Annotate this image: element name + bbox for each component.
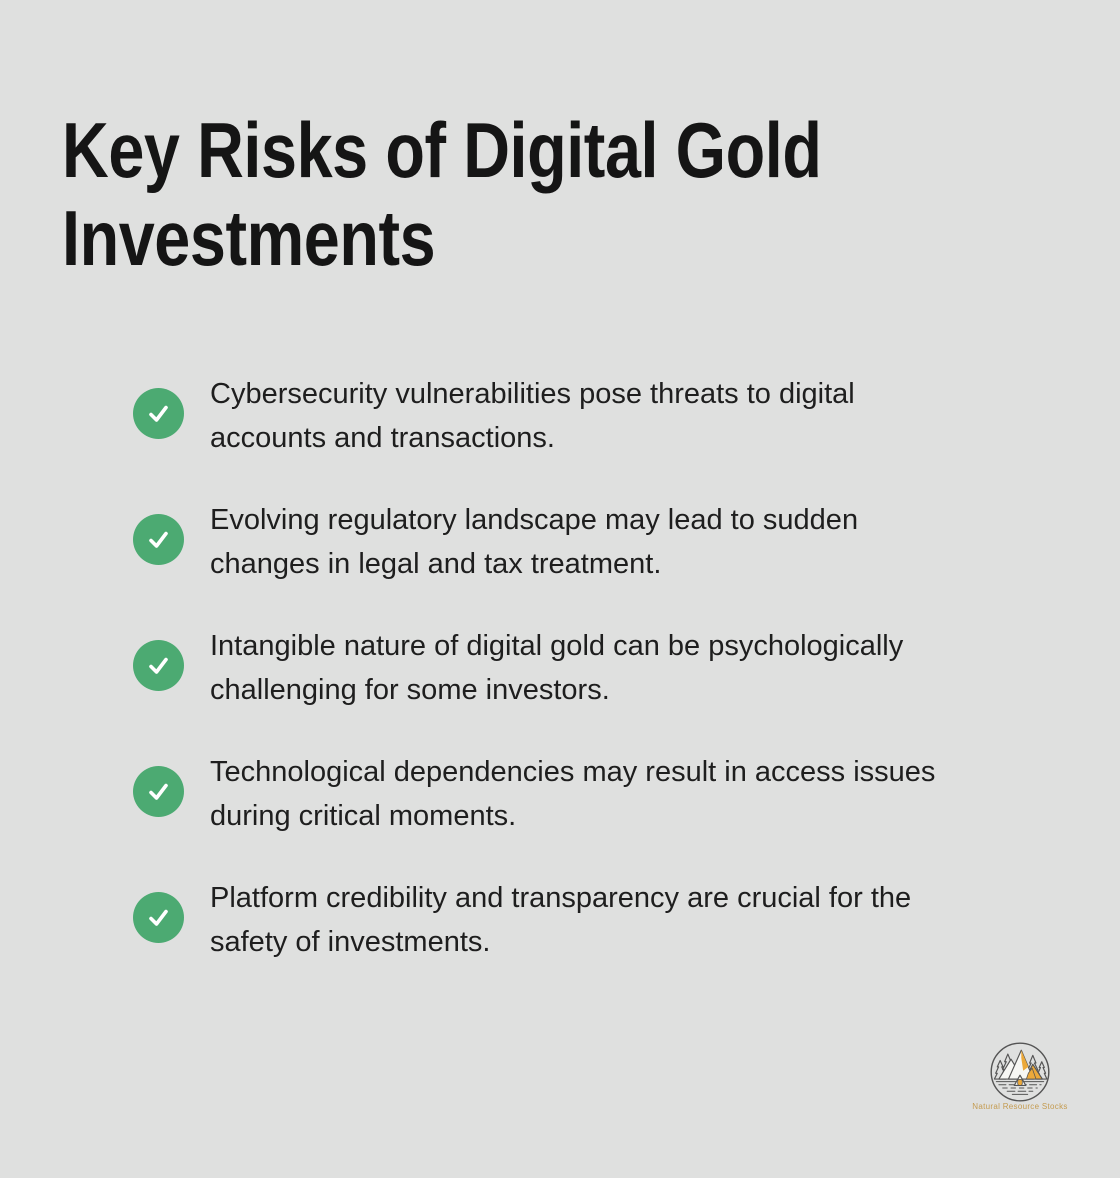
- list-item-text: [210, 750, 935, 838]
- list-item-text: [210, 624, 903, 712]
- brand-logo: [963, 1040, 1077, 1111]
- list-item-line: safety of investments.: [210, 926, 491, 958]
- list-item: [133, 372, 935, 460]
- checkmark-icon: [145, 526, 172, 553]
- list-item-text: [210, 876, 911, 964]
- list-item-line: Evolving regulatory landscape may lead to sudden: [210, 504, 859, 536]
- list-item-text: [210, 498, 858, 586]
- list-item-line: accounts and transactions.: [210, 422, 555, 454]
- checkmark-icon: [145, 778, 172, 805]
- check-circle: [133, 892, 184, 943]
- list-item-line: Technological dependencies may result in access issues: [210, 756, 936, 788]
- list-item-line: Intangible nature of digital gold can be psychologically: [210, 630, 904, 662]
- list-item-line: challenging for some investors.: [210, 674, 610, 706]
- nature-emblem-icon: [988, 1040, 1052, 1104]
- list-item-line: during critical moments.: [210, 800, 517, 832]
- list-item-text: [210, 372, 855, 460]
- list-item: [133, 750, 935, 838]
- check-circle: [133, 388, 184, 439]
- list-item: [133, 498, 935, 586]
- risk-checklist: [133, 372, 935, 1002]
- check-circle: [133, 514, 184, 565]
- check-circle: [133, 640, 184, 691]
- list-item-line: Platform credibility and transparency are crucial for the: [210, 882, 912, 914]
- checkmark-icon: [145, 904, 172, 931]
- page-title: Key Risks of Digital Gold Investments: [62, 106, 822, 282]
- list-item-line: Cybersecurity vulnerabilities pose threats to digital: [210, 378, 855, 410]
- checkmark-icon: [145, 652, 172, 679]
- brand-name: Natural Resource Stocks: [972, 1102, 1068, 1111]
- list-item: [133, 624, 935, 712]
- list-item: [133, 876, 935, 964]
- list-item-line: changes in legal and tax treatment.: [210, 548, 662, 580]
- check-circle: [133, 766, 184, 817]
- checkmark-icon: [145, 400, 172, 427]
